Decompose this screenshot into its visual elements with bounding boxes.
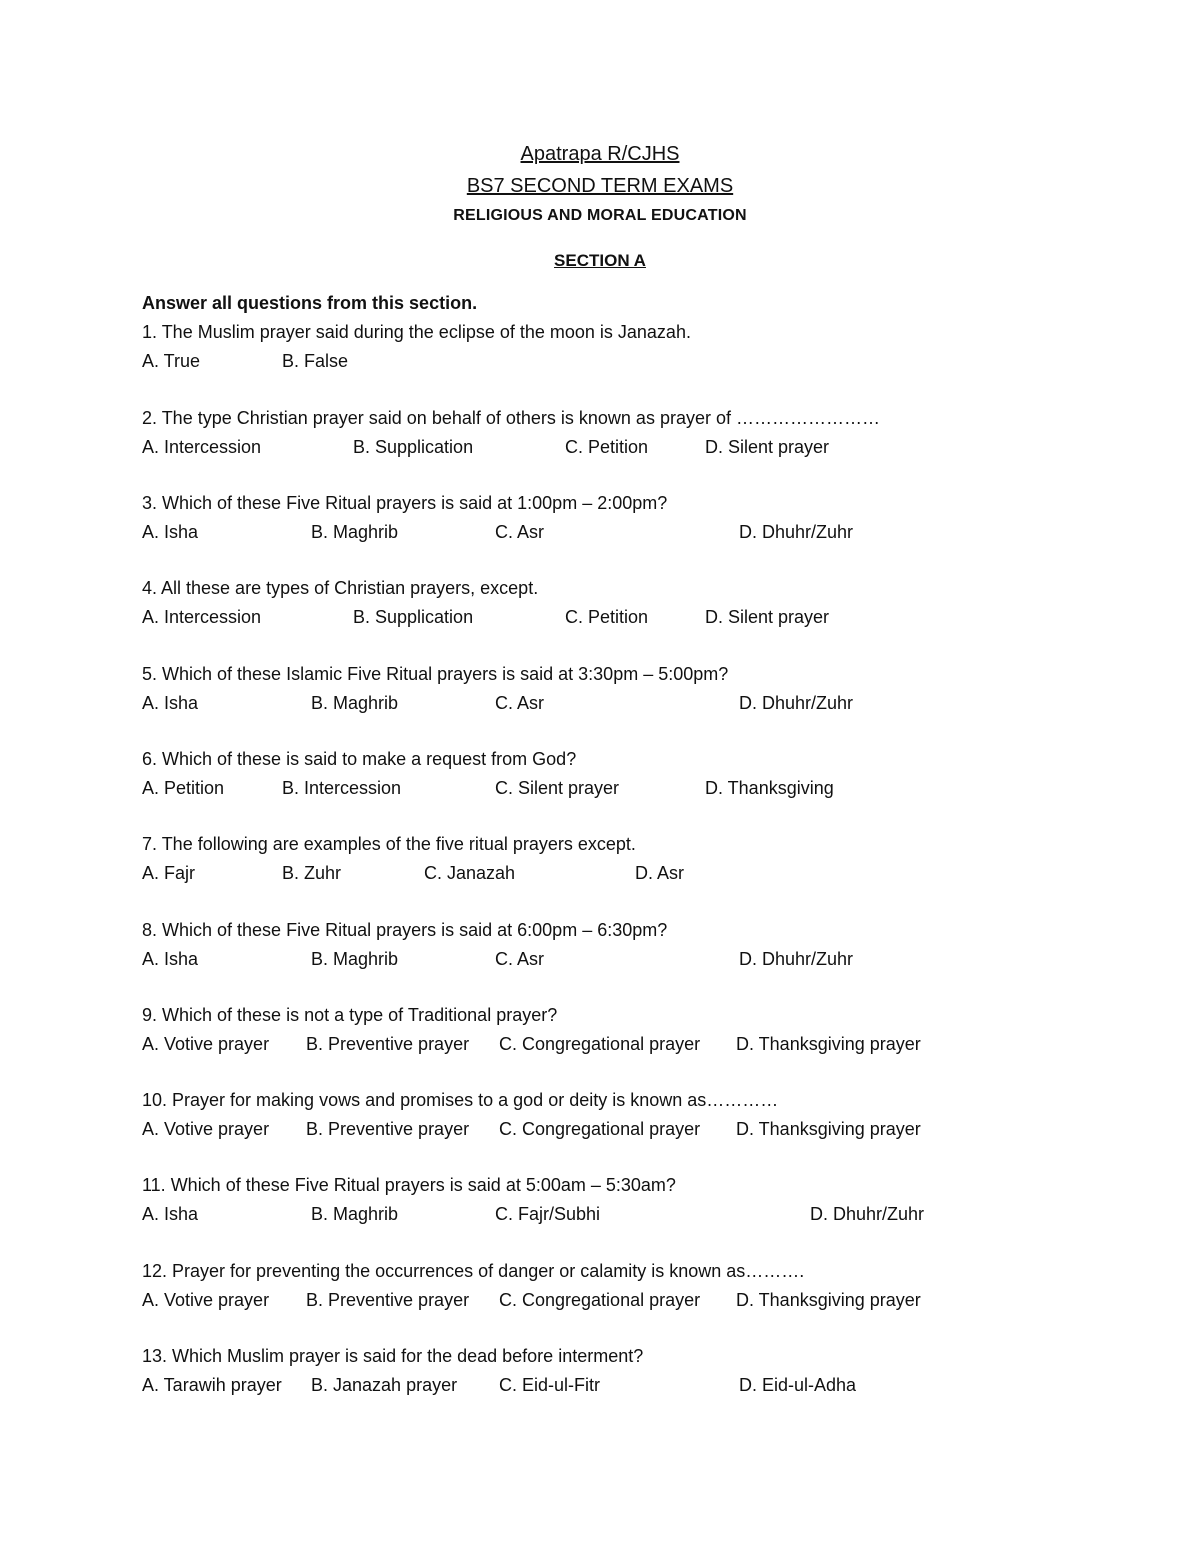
question-text: 9. Which of these is not a type of Traditional prayer? bbox=[142, 1005, 558, 1025]
option-a: A. Isha bbox=[142, 1204, 199, 1224]
option-b: B. Zuhr bbox=[282, 863, 342, 883]
question-text: 11. Which of these Five Ritual prayers is said at 5:00am – 5:30am? bbox=[142, 1175, 676, 1195]
question-text: 12. Prayer for preventing the occurrences of danger or calamity is known as………. bbox=[142, 1261, 805, 1281]
option-b: B. Maghrib bbox=[311, 949, 399, 969]
question-text: 10. Prayer for making vows and promises to a god or deity is known as………… bbox=[142, 1090, 779, 1110]
option-b: B. Preventive prayer bbox=[306, 1290, 470, 1310]
option-c: C. Congregational prayer bbox=[499, 1290, 701, 1310]
option-d: D. Dhuhr/Zuhr bbox=[739, 693, 854, 713]
option-b: B. Supplication bbox=[353, 437, 474, 457]
option-d: D. Dhuhr/Zuhr bbox=[739, 522, 854, 542]
option-a: A. Votive prayer bbox=[142, 1119, 270, 1139]
option-a: A. Intercession bbox=[142, 607, 262, 627]
option-d: D. Thanksgiving prayer bbox=[736, 1034, 921, 1054]
option-d: D. Thanksgiving prayer bbox=[736, 1119, 921, 1139]
question-text: 8. Which of these Five Ritual prayers is said at 6:00pm – 6:30pm? bbox=[142, 920, 668, 940]
option-b: B. Preventive prayer bbox=[306, 1034, 470, 1054]
question-text: 4. All these are types of Christian prayers, except. bbox=[142, 578, 539, 598]
option-b: B. Maghrib bbox=[311, 1204, 399, 1224]
option-c: C. Eid-ul-Fitr bbox=[499, 1375, 601, 1395]
option-b: B. Intercession bbox=[282, 778, 402, 798]
question-text: 1. The Muslim prayer said during the eclipse of the moon is Janazah. bbox=[142, 322, 691, 342]
option-a: A. Intercession bbox=[142, 437, 262, 457]
option-a: A. Isha bbox=[142, 949, 199, 969]
option-d: D. Thanksgiving bbox=[705, 778, 834, 798]
option-c: C. Asr bbox=[495, 949, 545, 969]
instruction-text: Answer all questions from this section. bbox=[142, 293, 478, 313]
question-text: 13. Which Muslim prayer is said for the dead before interment? bbox=[142, 1346, 644, 1366]
option-d: D. Eid-ul-Adha bbox=[739, 1375, 857, 1395]
question-text: 2. The type Christian prayer said on behalf of others is known as prayer of …………………… bbox=[142, 408, 880, 428]
option-b: B. Supplication bbox=[353, 607, 474, 627]
option-b: B. False bbox=[282, 351, 349, 371]
option-a: A. Votive prayer bbox=[142, 1290, 270, 1310]
option-a: A. True bbox=[142, 351, 201, 371]
option-c: C. Asr bbox=[495, 693, 545, 713]
option-d: D. Dhuhr/Zuhr bbox=[739, 949, 854, 969]
option-b: B. Janazah prayer bbox=[311, 1375, 458, 1395]
subject-title: RELIGIOUS AND MORAL EDUCATION bbox=[453, 207, 747, 224]
exam-title: BS7 SECOND TERM EXAMS bbox=[466, 175, 734, 197]
option-d: D. Thanksgiving prayer bbox=[736, 1290, 921, 1310]
option-c: C. Fajr/Subhi bbox=[495, 1204, 601, 1224]
option-c: C. Petition bbox=[565, 437, 649, 457]
option-c: C. Asr bbox=[495, 522, 545, 542]
school-name: Apatrapa R/CJHS bbox=[520, 143, 680, 165]
option-a: A. Votive prayer bbox=[142, 1034, 270, 1054]
option-d: D. Asr bbox=[635, 863, 685, 883]
option-c: C. Petition bbox=[565, 607, 649, 627]
option-a: A. Isha bbox=[142, 693, 199, 713]
option-b: B. Maghrib bbox=[311, 522, 399, 542]
option-c: C. Silent prayer bbox=[495, 778, 620, 798]
option-a: A. Petition bbox=[142, 778, 225, 798]
option-d: D. Dhuhr/Zuhr bbox=[810, 1204, 925, 1224]
section-heading: SECTION A bbox=[554, 251, 646, 270]
option-c: C. Congregational prayer bbox=[499, 1119, 701, 1139]
option-d: D. Silent prayer bbox=[705, 437, 830, 457]
option-c: C. Congregational prayer bbox=[499, 1034, 701, 1054]
option-a: A. Isha bbox=[142, 522, 199, 542]
question-text: 5. Which of these Islamic Five Ritual prayers is said at 3:30pm – 5:00pm? bbox=[142, 664, 729, 684]
option-a: A. Fajr bbox=[142, 863, 196, 883]
question-text: 6. Which of these is said to make a request from God? bbox=[142, 749, 577, 769]
option-b: B. Preventive prayer bbox=[306, 1119, 470, 1139]
question-text: 3. Which of these Five Ritual prayers is said at 1:00pm – 2:00pm? bbox=[142, 493, 668, 513]
option-c: C. Janazah bbox=[424, 863, 516, 883]
option-a: A. Tarawih prayer bbox=[142, 1375, 282, 1395]
option-d: D. Silent prayer bbox=[705, 607, 830, 627]
question-text: 7. The following are examples of the five ritual prayers except. bbox=[142, 834, 636, 854]
option-b: B. Maghrib bbox=[311, 693, 399, 713]
